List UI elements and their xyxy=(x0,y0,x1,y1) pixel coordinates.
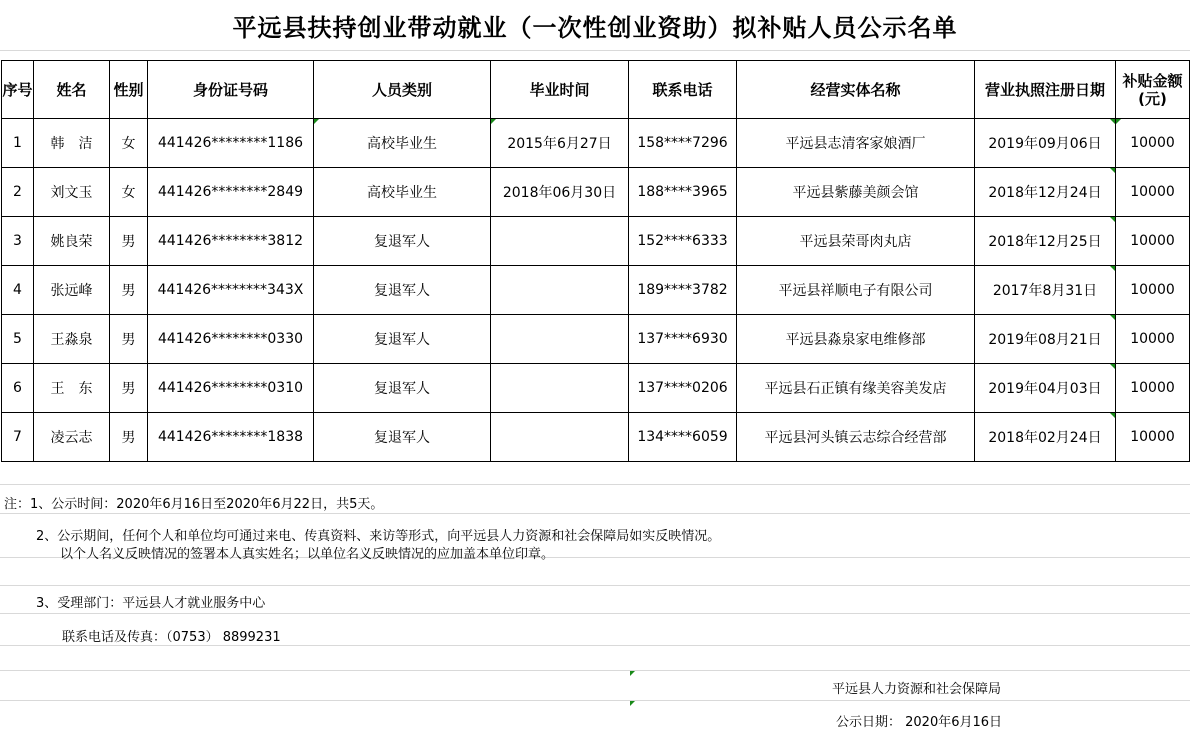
cell-gender[interactable]: 女 xyxy=(110,168,148,217)
note-signature-rule: 以个人名义反映情况的签署本人真实姓名；以单位名义反映情况的应加盖本单位印章。 xyxy=(60,547,555,562)
header-name[interactable]: 姓名 xyxy=(34,61,110,119)
cell-license-date[interactable]: 2018年12月24日 xyxy=(975,168,1116,217)
cell-amount[interactable]: 10000 xyxy=(1116,217,1190,266)
cell-gender[interactable]: 男 xyxy=(110,364,148,413)
cell-index[interactable]: 4 xyxy=(2,266,34,315)
cell-business-name[interactable]: 平远县淼泉家电维修部 xyxy=(737,315,975,364)
table-row xyxy=(2,413,1190,462)
header-amount[interactable]: 补贴金额(元) xyxy=(1116,61,1190,119)
header-category[interactable]: 人员类别 xyxy=(314,61,491,119)
cell-category[interactable]: 复退军人 xyxy=(314,217,491,266)
grid-line xyxy=(0,700,1190,701)
cell-graduation[interactable] xyxy=(491,315,629,364)
header-business-name[interactable]: 经营实体名称 xyxy=(737,61,975,119)
subsidy-table xyxy=(1,60,1190,462)
notes-area xyxy=(0,460,1190,739)
page-title: 平远县扶持创业带动就业（一次性创业资助）拟补贴人员公示名单 xyxy=(0,0,1190,51)
cell-category[interactable]: 高校毕业生 xyxy=(314,119,491,168)
cell-amount[interactable]: 10000 xyxy=(1116,266,1190,315)
table-row xyxy=(2,168,1190,217)
cell-amount[interactable]: 10000 xyxy=(1116,413,1190,462)
cell-gender[interactable]: 男 xyxy=(110,266,148,315)
cell-id-number[interactable]: 441426********0310 xyxy=(148,364,314,413)
cell-graduation[interactable] xyxy=(491,364,629,413)
cell-gender[interactable]: 男 xyxy=(110,413,148,462)
header-graduation[interactable]: 毕业时间 xyxy=(491,61,629,119)
grid-line xyxy=(0,645,1190,646)
cell-category[interactable]: 高校毕业生 xyxy=(314,168,491,217)
comment-marker xyxy=(630,701,635,706)
grid-line xyxy=(0,484,1190,485)
cell-category[interactable]: 复退军人 xyxy=(314,364,491,413)
table-row xyxy=(2,119,1190,168)
cell-id-number[interactable]: 441426********2849 xyxy=(148,168,314,217)
cell-name[interactable]: 张远峰 xyxy=(34,266,110,315)
grid-line xyxy=(0,585,1190,586)
table-row xyxy=(2,217,1190,266)
cell-phone[interactable]: 158****7296 xyxy=(629,119,737,168)
cell-phone[interactable]: 137****6930 xyxy=(629,315,737,364)
cell-gender[interactable]: 男 xyxy=(110,217,148,266)
cell-category[interactable]: 复退军人 xyxy=(314,315,491,364)
table-row xyxy=(2,315,1190,364)
note-contact-phone: 联系电话及传真：（0753） 8899231 xyxy=(62,630,281,645)
cell-license-date[interactable]: 2017年8月31日 xyxy=(975,266,1116,315)
table-row xyxy=(2,266,1190,315)
comment-marker xyxy=(630,671,635,676)
cell-amount[interactable]: 10000 xyxy=(1116,315,1190,364)
publication-date: 公示日期： 2020年6月16日 xyxy=(836,715,1003,730)
cell-id-number[interactable]: 441426********0330 xyxy=(148,315,314,364)
header-id-number[interactable]: 身份证号码 xyxy=(148,61,314,119)
cell-business-name[interactable]: 平远县石正镇有缘美容美发店 xyxy=(737,364,975,413)
cell-license-date[interactable]: 2019年09月06日 xyxy=(975,119,1116,168)
cell-index[interactable]: 2 xyxy=(2,168,34,217)
cell-license-date[interactable]: 2019年08月21日 xyxy=(975,315,1116,364)
cell-graduation[interactable]: 2018年06月30日 xyxy=(491,168,629,217)
cell-name[interactable]: 韩 洁 xyxy=(34,119,110,168)
cell-index[interactable]: 5 xyxy=(2,315,34,364)
header-license-date[interactable]: 营业执照注册日期 xyxy=(975,61,1116,119)
grid-line xyxy=(0,670,1190,671)
cell-index[interactable]: 6 xyxy=(2,364,34,413)
cell-business-name[interactable]: 平远县祥顺电子有限公司 xyxy=(737,266,975,315)
cell-phone[interactable]: 137****0206 xyxy=(629,364,737,413)
cell-id-number[interactable]: 441426********3812 xyxy=(148,217,314,266)
cell-id-number[interactable]: 441426********1186 xyxy=(148,119,314,168)
cell-name[interactable]: 凌云志 xyxy=(34,413,110,462)
cell-license-date[interactable]: 2019年04月03日 xyxy=(975,364,1116,413)
header-gender[interactable]: 性别 xyxy=(110,61,148,119)
cell-index[interactable]: 7 xyxy=(2,413,34,462)
cell-amount[interactable]: 10000 xyxy=(1116,168,1190,217)
cell-category[interactable]: 复退军人 xyxy=(314,413,491,462)
cell-id-number[interactable]: 441426********343X xyxy=(148,266,314,315)
cell-name[interactable]: 刘文玉 xyxy=(34,168,110,217)
cell-business-name[interactable]: 平远县志清客家娘酒厂 xyxy=(737,119,975,168)
header-phone[interactable]: 联系电话 xyxy=(629,61,737,119)
cell-license-date[interactable]: 2018年02月24日 xyxy=(975,413,1116,462)
cell-name[interactable]: 王 东 xyxy=(34,364,110,413)
note-feedback-channels: 2、公示期间，任何个人和单位均可通过来电、传真资料、来访等形式，向平远县人力资源和社会保障局如实反映情况。 xyxy=(36,529,721,544)
issuing-organization: 平远县人力资源和社会保障局 xyxy=(832,682,1002,697)
cell-amount[interactable]: 10000 xyxy=(1116,119,1190,168)
cell-business-name[interactable]: 平远县河头镇云志综合经营部 xyxy=(737,413,975,462)
cell-phone[interactable]: 189****3782 xyxy=(629,266,737,315)
cell-business-name[interactable]: 平远县紫藤美颜会馆 xyxy=(737,168,975,217)
note-publicity-period: 注：1、公示时间：2020年6月16日至2020年6月22日，共5天。 xyxy=(4,497,384,512)
cell-name[interactable]: 姚良荣 xyxy=(34,217,110,266)
cell-index[interactable]: 3 xyxy=(2,217,34,266)
grid-line xyxy=(0,613,1190,614)
grid-line xyxy=(0,513,1190,514)
header-index[interactable]: 序号 xyxy=(2,61,34,119)
cell-graduation[interactable] xyxy=(491,217,629,266)
table-header-row xyxy=(2,61,1190,119)
cell-gender[interactable]: 女 xyxy=(110,119,148,168)
cell-graduation[interactable]: 2015年6月27日 xyxy=(491,119,629,168)
cell-license-date[interactable]: 2018年12月25日 xyxy=(975,217,1116,266)
cell-business-name[interactable]: 平远县荣哥肉丸店 xyxy=(737,217,975,266)
cell-phone[interactable]: 134****6059 xyxy=(629,413,737,462)
note-handling-department: 3、受理部门：平远县人才就业服务中心 xyxy=(36,596,266,611)
table-row xyxy=(2,364,1190,413)
cell-phone[interactable]: 152****6333 xyxy=(629,217,737,266)
cell-gender[interactable]: 男 xyxy=(110,315,148,364)
cell-graduation[interactable] xyxy=(491,266,629,315)
cell-graduation[interactable] xyxy=(491,413,629,462)
cell-id-number[interactable]: 441426********1838 xyxy=(148,413,314,462)
cell-phone[interactable]: 188****3965 xyxy=(629,168,737,217)
cell-category[interactable]: 复退军人 xyxy=(314,266,491,315)
cell-amount[interactable]: 10000 xyxy=(1116,364,1190,413)
cell-name[interactable]: 王淼泉 xyxy=(34,315,110,364)
cell-index[interactable]: 1 xyxy=(2,119,34,168)
